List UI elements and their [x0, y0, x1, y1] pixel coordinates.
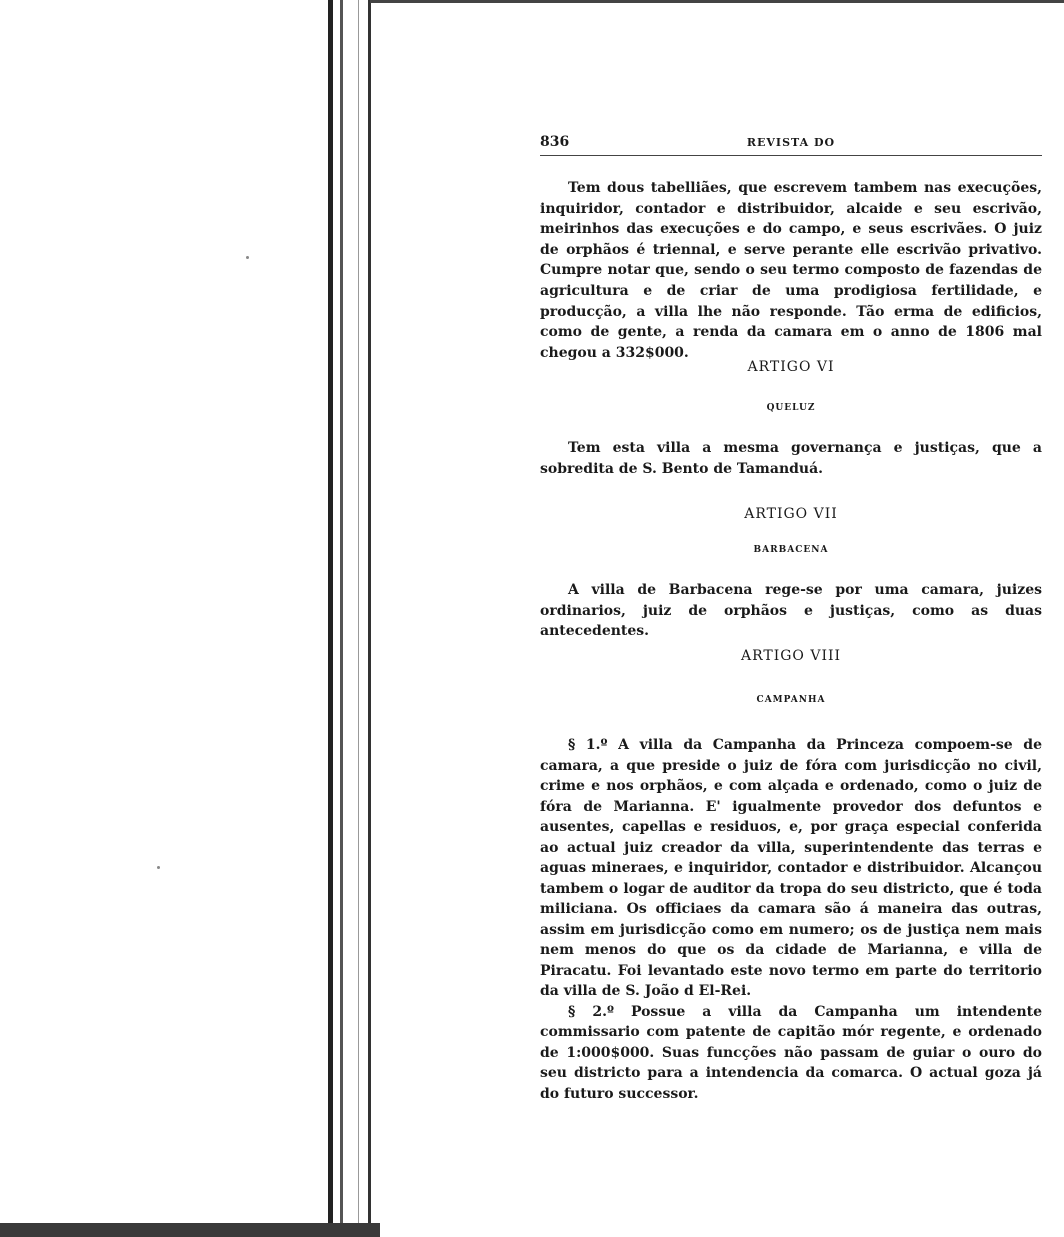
article-heading: ARTIGO VIII [740, 648, 842, 664]
scan-speck [157, 866, 160, 869]
page-binding-edge [328, 0, 333, 1237]
scan-speck [246, 256, 249, 259]
paragraph-campanha [540, 735, 1042, 1104]
paragraph-tabellioes [540, 178, 1042, 363]
page-binding-edge [340, 0, 343, 1237]
page-header [540, 134, 1042, 152]
page-binding-edge [358, 0, 359, 1237]
page-top-edge [370, 0, 1064, 3]
article-heading: ARTIGO VI [747, 359, 835, 375]
paragraph-queluz [540, 438, 1042, 479]
article-subheading: QUELUZ [766, 403, 816, 413]
header-rule [540, 155, 1042, 156]
page-bottom-gutter [0, 1223, 380, 1237]
paragraph-text: Tem esta villa a mesma governança e justiças, que a sobredita de S. Bento de Tamanduá. [540, 440, 1042, 477]
section-paragraph-1: § 1.º A villa da Campanha da Princeza compoem-se de camara, a que preside o juiz de fóra com jurisdicção no civil, crime e nos orphãos, e com alçada e ordenado, como o juiz de fóra de Marianna. E' igualmente provedor dos defuntos e ausentes, capellas e residuos, e, por graça especial conferida ao actual juiz creador da villa, superintendente das terras e aguas mineraes, e inquiridor, contador e distribuidor. Alcançou tambem o logar de auditor da tropa do seu districto, que é toda miliciana. Os officiaes da camara são á maneira das outras, assim em jurisdicção como em numero; os de justiça nem mais nem menos do que os da cidade de Marianna, e villa de Piracatu. Foi levantado este novo termo em parte do territorio da villa de S. João d El-Rei. [540, 737, 1042, 999]
article-subheading: BARBACENA [753, 545, 829, 555]
article-subheading: CAMPANHA [756, 695, 826, 705]
article-heading: ARTIGO VII [744, 506, 838, 522]
paragraph-text: Tem dous tabelliães, que escrevem tambem nas execuções, inquiridor, contador e distribuidor, alcaide e seu escrivão, meirinhos das execuções e do campo, e seus escrivães. O juiz de orphãos é triennal, e serve perante elle escrivão privativo. Cumpre notar que, sendo o seu termo composto de fazendas de agricultura e de criar de uma prodigiosa fertilidade, e producção, a villa lhe não responde. Tão erma de edificios, como de gente, a renda da camara em o anno de 1806 mal chegou a 332$000. [540, 180, 1042, 361]
page-binding-edge [368, 0, 371, 1237]
section-paragraph-2: § 2.º Possue a villa da Campanha um intendente commissario com patente de capitão mór regente, e ordenado de 1:000$000. Suas funcções não passam de guiar o ouro do seu districto para a intendencia da comarca. O actual goza já do futuro successor. [540, 1003, 1042, 1102]
paragraph-barbacena [540, 580, 1042, 642]
running-head: REVISTA DO [746, 136, 836, 149]
paragraph-text: A villa de Barbacena rege-se por uma camara, juizes ordinarios, juiz de orphãos e justiças, como as duas antecedentes. [540, 582, 1042, 640]
page-number: 836 [540, 134, 570, 150]
